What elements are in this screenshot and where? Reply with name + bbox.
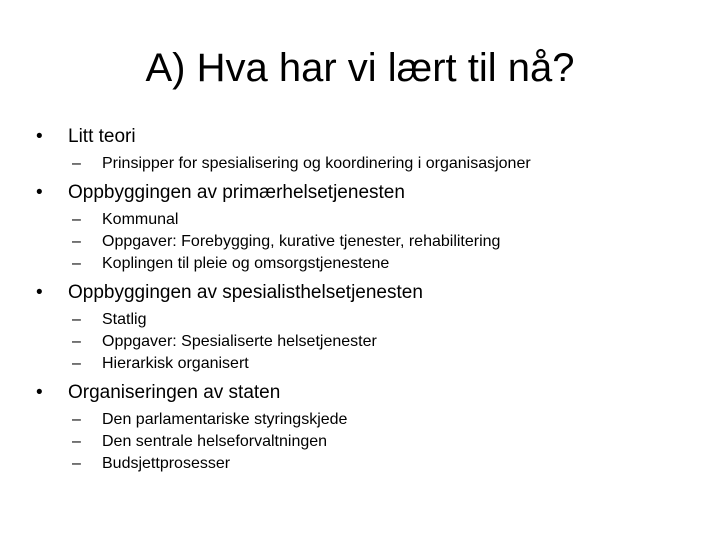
sub-item xyxy=(36,153,696,175)
sub-item-text: Koplingen til pleie og omsorgstjenestene xyxy=(102,255,390,272)
bullet-heading: Oppbyggingen av spesialisthelsetjenesten xyxy=(68,282,423,303)
sub-item xyxy=(36,431,696,453)
sub-item-text: Oppgaver: Spesialiserte helsetjenester xyxy=(102,333,377,350)
sub-item xyxy=(36,253,696,275)
bullet-item-litt-teori xyxy=(36,126,696,148)
sub-item xyxy=(36,331,696,353)
sub-item xyxy=(36,231,696,253)
bullet-icon: • xyxy=(36,182,43,203)
bullet-icon: • xyxy=(36,282,43,303)
bullet-heading: Oppbyggingen av primærhelsetjenesten xyxy=(68,182,405,203)
sub-item xyxy=(36,209,696,231)
dash-icon: – xyxy=(72,233,81,250)
sub-item xyxy=(36,453,696,475)
bullet-heading: Organiseringen av staten xyxy=(68,382,281,403)
sub-item xyxy=(36,309,696,331)
sub-item xyxy=(36,409,696,431)
sub-item xyxy=(36,353,696,375)
dash-icon: – xyxy=(72,311,81,328)
bullet-item-staten xyxy=(36,382,696,404)
sub-item-text: Budsjettprosesser xyxy=(102,455,231,472)
dash-icon: – xyxy=(72,433,81,450)
dash-icon: – xyxy=(72,333,81,350)
sub-list xyxy=(36,153,696,175)
sub-item-text: Prinsipper for spesialisering og koordinering i organisasjoner xyxy=(102,155,531,172)
slide-title: A) Hva har vi lært til nå? xyxy=(145,46,575,90)
dash-icon: – xyxy=(72,355,81,372)
sub-list xyxy=(36,209,696,275)
dash-icon: – xyxy=(72,411,81,428)
sub-item-text: Hierarkisk organisert xyxy=(102,355,249,372)
bullet-item-primaerhelsetjenesten xyxy=(36,182,696,204)
sub-item-text: Statlig xyxy=(102,311,147,328)
bullet-icon: • xyxy=(36,126,43,147)
dash-icon: – xyxy=(72,155,81,172)
dash-icon: – xyxy=(72,255,81,272)
dash-icon: – xyxy=(72,211,81,228)
bullet-icon: • xyxy=(36,382,43,403)
bullet-list xyxy=(36,126,696,482)
sub-list xyxy=(36,309,696,375)
sub-item-text: Den sentrale helseforvaltningen xyxy=(102,433,328,450)
bullet-item-spesialisthelsetjenesten xyxy=(36,282,696,304)
sub-item-text: Oppgaver: Forebygging, kurative tjenester, rehabilitering xyxy=(102,233,501,250)
bullet-heading: Litt teori xyxy=(68,126,136,147)
sub-item-text: Kommunal xyxy=(102,211,179,228)
sub-list xyxy=(36,409,696,475)
dash-icon: – xyxy=(72,455,81,472)
sub-item-text: Den parlamentariske styringskjede xyxy=(102,411,348,428)
